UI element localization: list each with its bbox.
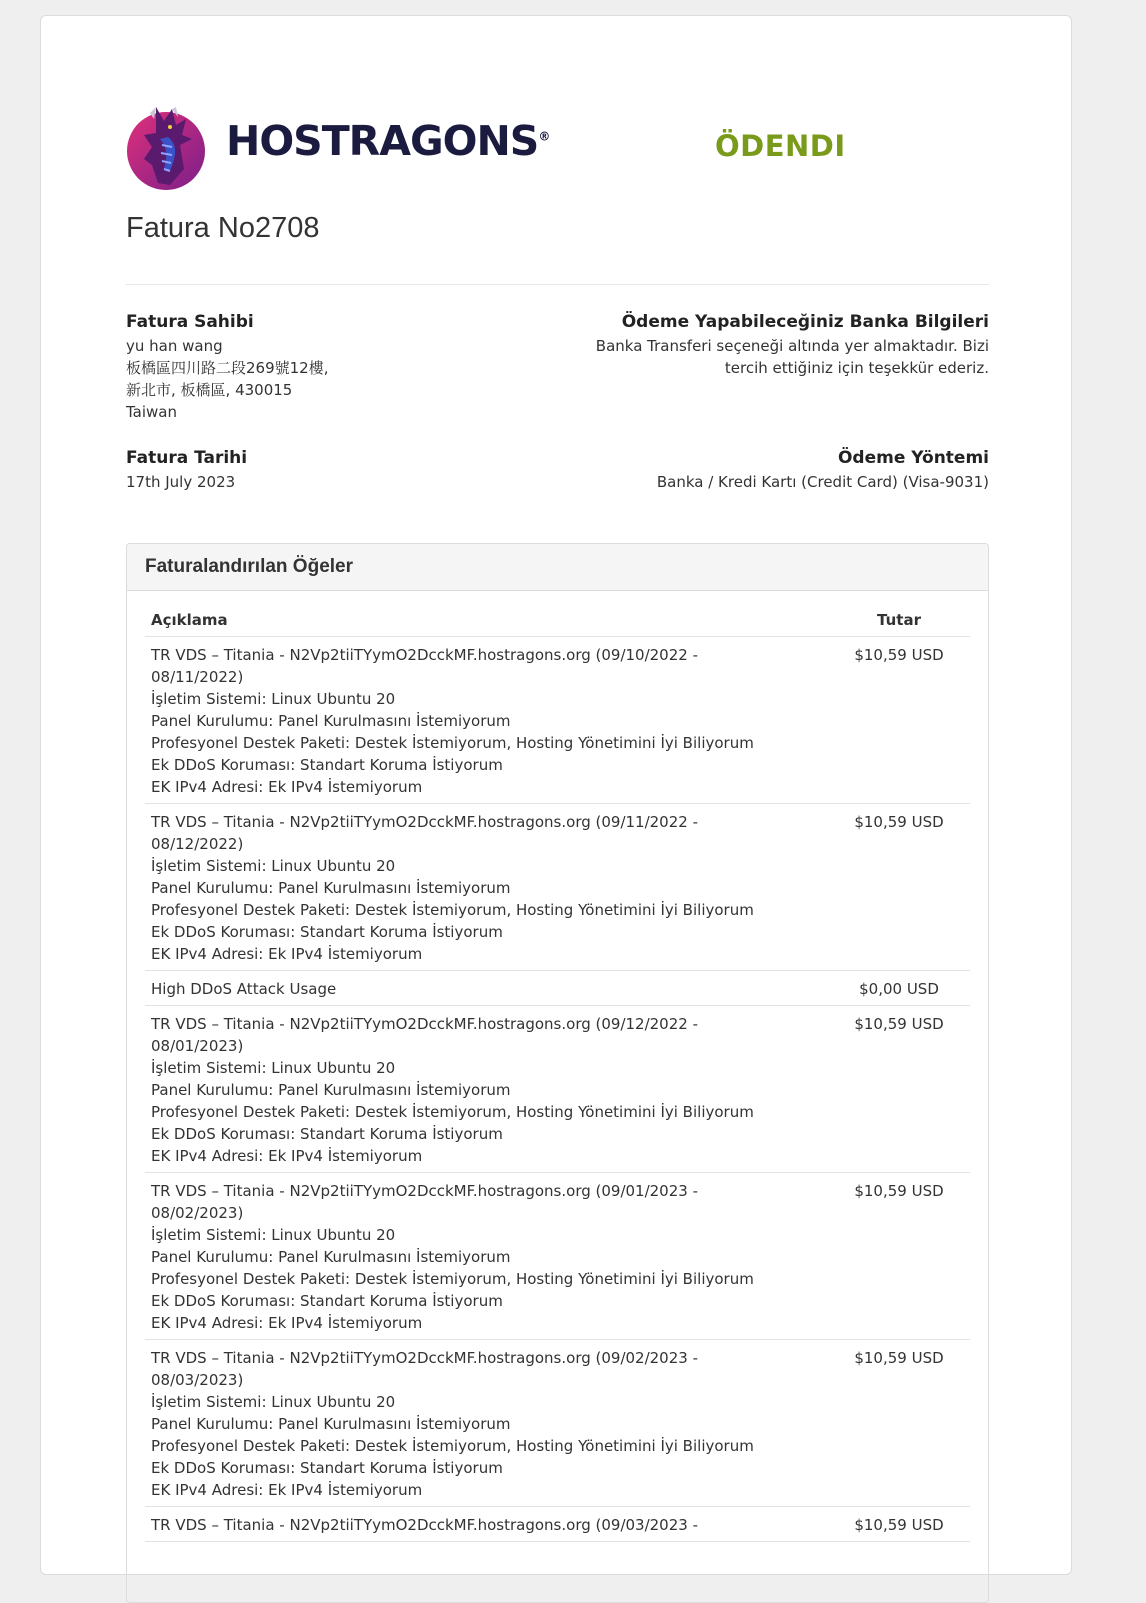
item-description-line: Ek DDoS Koruması: Standart Koruma İstiyorum [151, 1459, 503, 1477]
paid-status-badge: ÖDENDI [715, 129, 846, 163]
item-description-line: İşletim Sistemi: Linux Ubuntu 20 [151, 1059, 396, 1077]
billed-to-line: 板橋區四川路二段269號12樓, [126, 359, 329, 377]
item-description-line: Panel Kurulumu: Panel Kurulmasını İstemiyorum [151, 879, 511, 897]
item-amount: $10,59 USD [828, 1173, 970, 1340]
item-description-line: TR VDS – Titania - N2Vp2tiiTYymO2DcckMF.hostragons.org (09/11/2022 - [151, 813, 698, 831]
table-row [145, 1006, 970, 1173]
item-description-line: EK IPv4 Adresi: Ek IPv4 İstemiyorum [151, 778, 423, 796]
item-description-line: 08/03/2023) [151, 1371, 244, 1389]
item-description-line: Profesyonel Destek Paketi: Destek İstemiyorum, Hosting Yönetimini İyi Biliyorum [151, 1270, 754, 1288]
table-header-row [145, 607, 970, 637]
item-description-line: İşletim Sistemi: Linux Ubuntu 20 [151, 857, 396, 875]
item-description-line: Panel Kurulumu: Panel Kurulmasını İstemiyorum [151, 1415, 511, 1433]
item-amount: $0,00 USD [828, 971, 970, 1006]
table-row [145, 804, 970, 971]
bank-info-heading: Ödeme Yapabileceğiniz Banka Bilgileri [621, 312, 989, 332]
bank-info-line: Banka Transferi seçeneği altında yer almaktadır. Bizi [595, 337, 989, 355]
amount-column-header: Tutar [828, 607, 970, 637]
item-description-line: Profesyonel Destek Paketi: Destek İstemiyorum, Hosting Yönetimini İyi Biliyorum [151, 901, 754, 919]
invoice-page [40, 15, 1072, 1575]
item-description-line: Profesyonel Destek Paketi: Destek İstemiyorum, Hosting Yönetimini İyi Biliyorum [151, 734, 754, 752]
item-description [145, 1006, 828, 1173]
table-row [145, 637, 970, 804]
item-description-line: TR VDS – Titania - N2Vp2tiiTYymO2DcckMF.hostragons.org (09/01/2023 - [151, 1182, 698, 1200]
item-description-line: TR VDS – Titania - N2Vp2tiiTYymO2DcckMF.hostragons.org (09/12/2022 - [151, 1015, 698, 1033]
invoice-items-body [145, 637, 970, 1542]
item-description-line: İşletim Sistemi: Linux Ubuntu 20 [151, 1226, 396, 1244]
item-description-line: Ek DDoS Koruması: Standart Koruma İstiyorum [151, 923, 503, 941]
description-column-header: Açıklama [145, 607, 828, 637]
invoice-items-heading: Faturalandırılan Öğeler [127, 544, 988, 591]
invoice-items-panel [126, 543, 989, 1603]
item-description-line: EK IPv4 Adresi: Ek IPv4 İstemiyorum [151, 1314, 423, 1332]
item-amount: $10,59 USD [828, 1006, 970, 1173]
item-amount: $10,59 USD [828, 804, 970, 971]
item-description-line: High DDoS Attack Usage [151, 980, 337, 998]
billed-to-heading: Fatura Sahibi [126, 312, 254, 332]
item-description-line: TR VDS – Titania - N2Vp2tiiTYymO2DcckMF.hostragons.org (09/10/2022 - [151, 646, 698, 664]
billed-to-block [126, 311, 556, 423]
header-divider [126, 284, 989, 285]
item-description-line: EK IPv4 Adresi: Ek IPv4 İstemiyorum [151, 945, 423, 963]
brand-logo [126, 99, 549, 191]
item-description [145, 804, 828, 971]
brand-wordmark: HOSTRAGONS® [226, 117, 550, 165]
registered-mark: ® [538, 129, 550, 144]
item-description-line: Profesyonel Destek Paketi: Destek İstemiyorum, Hosting Yönetimini İyi Biliyorum [151, 1103, 754, 1121]
billed-to-line: Taiwan [126, 403, 178, 421]
item-description-line: Ek DDoS Koruması: Standart Koruma İstiyorum [151, 756, 503, 774]
item-description-line: 08/11/2022) [151, 668, 244, 686]
payment-method-heading: Ödeme Yöntemi [837, 448, 989, 468]
item-description-line: TR VDS – Titania - N2Vp2tiiTYymO2DcckMF.hostragons.org (09/02/2023 - [151, 1349, 698, 1367]
invoice-date-block [126, 447, 556, 493]
table-row [145, 1340, 970, 1507]
item-description-line: Panel Kurulumu: Panel Kurulmasını İstemiyorum [151, 1081, 511, 1099]
invoice-date-heading: Fatura Tarihi [126, 448, 248, 468]
invoice-date-value: 17th July 2023 [126, 473, 236, 491]
item-description [145, 1340, 828, 1507]
item-description-line: Ek DDoS Koruması: Standart Koruma İstiyorum [151, 1292, 503, 1310]
item-description-line: Panel Kurulumu: Panel Kurulmasını İstemiyorum [151, 712, 511, 730]
item-amount: $10,59 USD [828, 1340, 970, 1507]
item-description-line: 08/12/2022) [151, 835, 244, 853]
item-description-line: Panel Kurulumu: Panel Kurulmasını İstemiyorum [151, 1248, 511, 1266]
item-description [145, 637, 828, 804]
item-description-line: İşletim Sistemi: Linux Ubuntu 20 [151, 690, 396, 708]
invoice-header [126, 99, 989, 199]
item-description-line: Profesyonel Destek Paketi: Destek İstemiyorum, Hosting Yönetimini İyi Biliyorum [151, 1437, 754, 1455]
invoice-title: Fatura No2708 [126, 212, 320, 244]
billed-to-line: 新北市, 板橋區, 430015 [126, 381, 293, 399]
item-amount: $10,59 USD [828, 637, 970, 804]
table-row [145, 971, 970, 1006]
item-description-line: TR VDS – Titania - N2Vp2tiiTYymO2DcckMF.hostragons.org (09/03/2023 - [151, 1516, 698, 1534]
item-description-line: EK IPv4 Adresi: Ek IPv4 İstemiyorum [151, 1481, 423, 1499]
table-row [145, 1173, 970, 1340]
bank-info-block [559, 311, 989, 379]
item-description-line: İşletim Sistemi: Linux Ubuntu 20 [151, 1393, 396, 1411]
invoice-items-table [145, 607, 970, 1542]
payment-method-value: Banka / Kredi Kartı (Credit Card) (Visa-9031) [656, 473, 989, 491]
item-description [145, 1507, 828, 1542]
dragon-logo-icon [126, 99, 208, 191]
item-description-line: 08/01/2023) [151, 1037, 244, 1055]
table-row [145, 1507, 970, 1542]
item-description [145, 971, 828, 1006]
item-description [145, 1173, 828, 1340]
item-description-line: EK IPv4 Adresi: Ek IPv4 İstemiyorum [151, 1147, 423, 1165]
bank-info-line: tercih ettiğiniz için teşekkür ederiz. [724, 359, 989, 377]
payment-method-block [559, 447, 989, 493]
item-amount: $10,59 USD [828, 1507, 970, 1542]
item-description-line: 08/02/2023) [151, 1204, 244, 1222]
billed-to-line: yu han wang [126, 337, 223, 355]
item-description-line: Ek DDoS Koruması: Standart Koruma İstiyorum [151, 1125, 503, 1143]
